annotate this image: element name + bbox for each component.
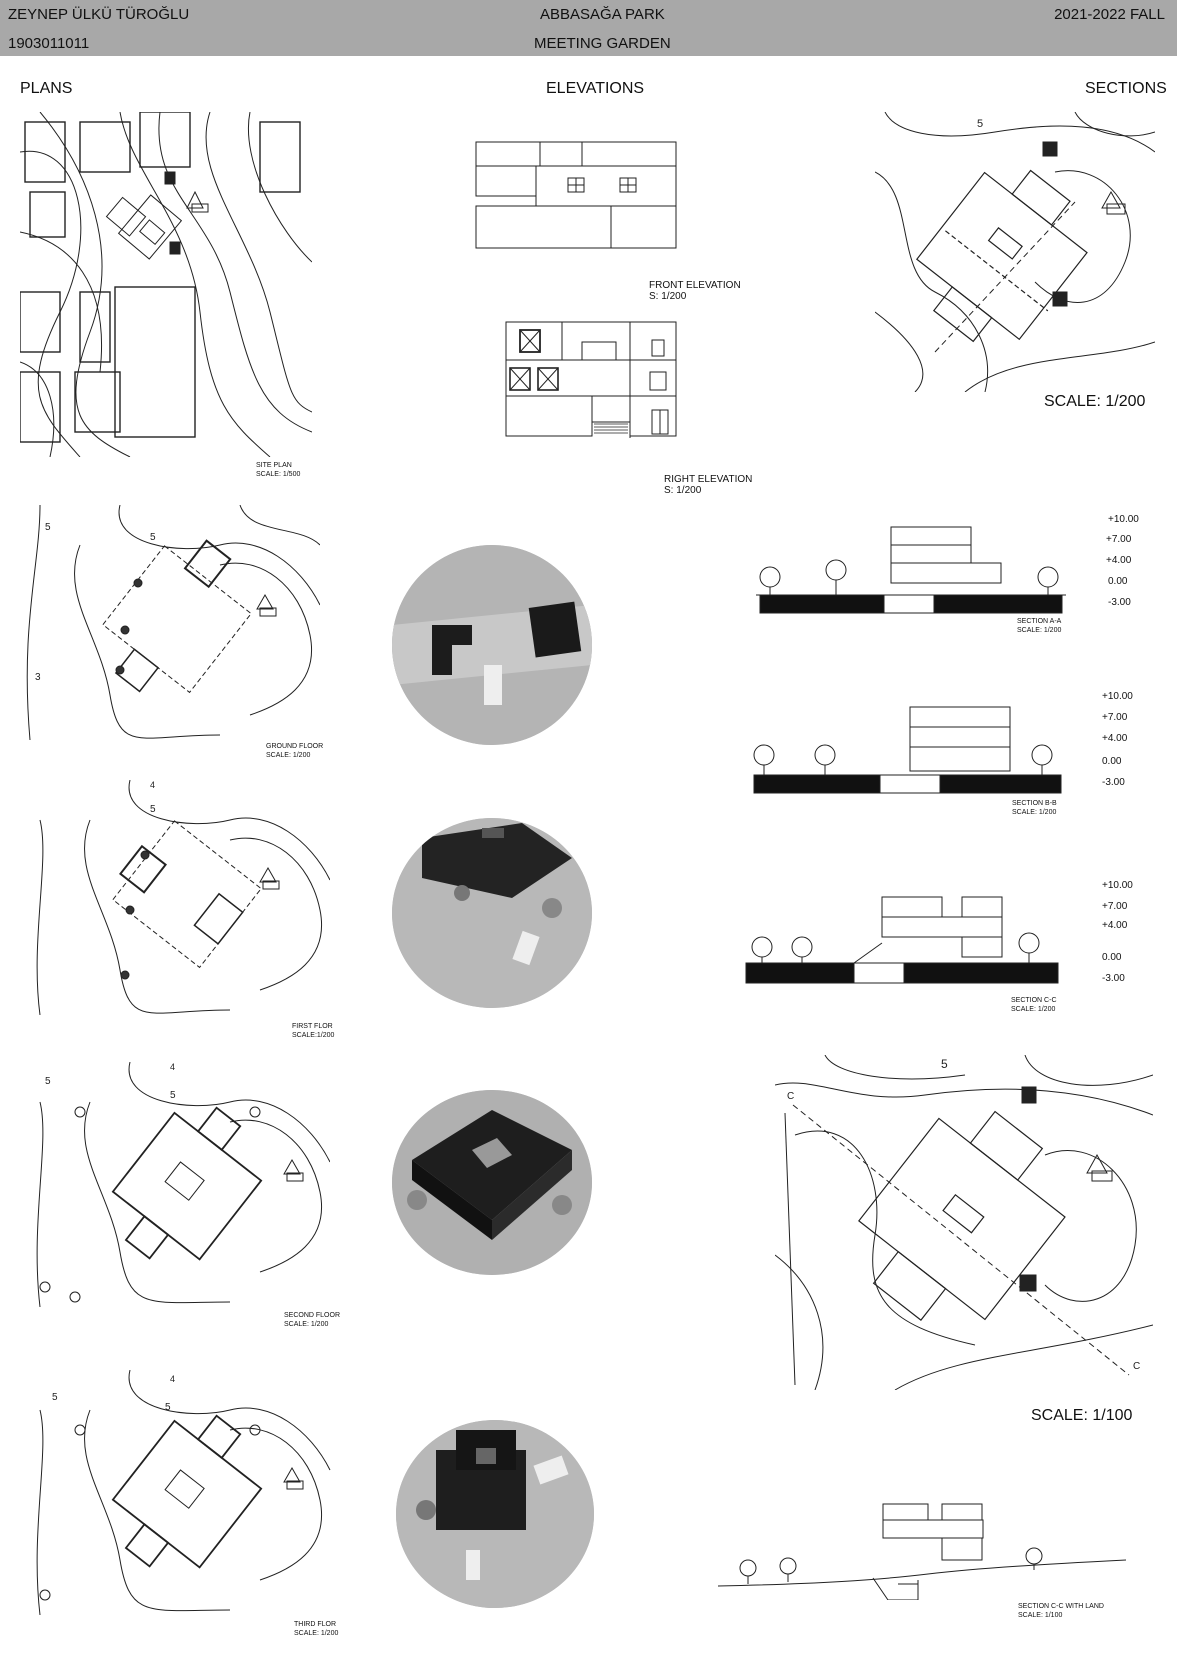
right-elevation-drawing [502,318,702,438]
svg-text:C: C [1133,1361,1141,1372]
section-key-scale: SCALE: 1/200 [1044,393,1146,410]
student-id: 1903011011 [8,35,90,52]
svg-text:5: 5 [941,1057,948,1071]
second-floor-plan [30,1062,330,1307]
svg-text:5: 5 [150,804,156,815]
section-c-c-with-land-caption: SECTION C-C WITH LAND SCALE: 1/100 [1018,1603,1104,1619]
model-photo-first [392,818,592,1008]
model-photo-third [396,1420,594,1608]
svg-text:5: 5 [165,1402,171,1413]
ground-floor-plan [20,505,320,740]
author-name: ZEYNEP ÜLKÜ TÜROĞLU [8,6,190,23]
front-elevation-caption: FRONT ELEVATION S: 1/200 [649,280,741,302]
contour-label: 5 [977,118,984,130]
svg-text:C: C [787,1091,795,1102]
project-subtitle: MEETING GARDEN [534,35,671,52]
plans-heading: PLANS [20,80,73,97]
sections-heading: SECTIONS [1085,80,1167,97]
second-floor-caption: SECOND FLOOR SCALE: 1/200 [284,1312,341,1328]
svg-text:5: 5 [150,532,156,543]
svg-text:4: 4 [150,780,156,790]
section-c-c-caption: SECTION C-C SCALE: 1/200 [1011,997,1057,1013]
model-photo-ground [392,545,592,745]
section-b-b-caption: SECTION B-B SCALE: 1/200 [1012,800,1057,816]
term: 2021-2022 FALL [1054,6,1165,23]
first-floor-caption: FIRST FLOR SCALE:1/200 [292,1023,335,1039]
svg-text:4: 4 [170,1374,176,1384]
model-photo-second [392,1090,592,1275]
first-floor-plan [30,780,330,1015]
svg-text:5: 5 [52,1392,58,1403]
site-plan-caption: SITE PLAN SCALE: 1/500 [256,462,301,478]
elevations-heading: ELEVATIONS [546,80,645,97]
front-elevation-drawing [470,138,690,250]
svg-text:3: 3 [35,672,41,683]
section-a-a-caption: SECTION A-A SCALE: 1/200 [1017,618,1062,634]
svg-text:4: 4 [170,1062,176,1072]
third-floor-caption: THIRD FLOR SCALE: 1/200 [294,1621,339,1637]
section-key-large-scale: SCALE: 1/100 [1031,1407,1133,1424]
third-floor-plan [30,1370,335,1615]
title-bar [0,0,1177,56]
section-c-c-with-land-drawing [718,1500,1128,1600]
svg-text:5: 5 [45,522,51,533]
right-elevation-caption: RIGHT ELEVATION S: 1/200 [664,474,753,496]
section-b-b-drawing [750,705,1065,795]
section-c-c-drawing [742,893,1062,993]
section-a-a-drawing [756,525,1066,615]
section-key-plan [875,112,1155,392]
svg-text:5: 5 [170,1090,176,1101]
section-key-plan-large [775,1055,1153,1390]
svg-text:5: 5 [45,1076,51,1087]
site-plan-drawing [20,112,312,457]
project-title: ABBASAĞA PARK [540,6,665,23]
ground-floor-caption: GROUND FLOOR SCALE: 1/200 [266,743,324,759]
